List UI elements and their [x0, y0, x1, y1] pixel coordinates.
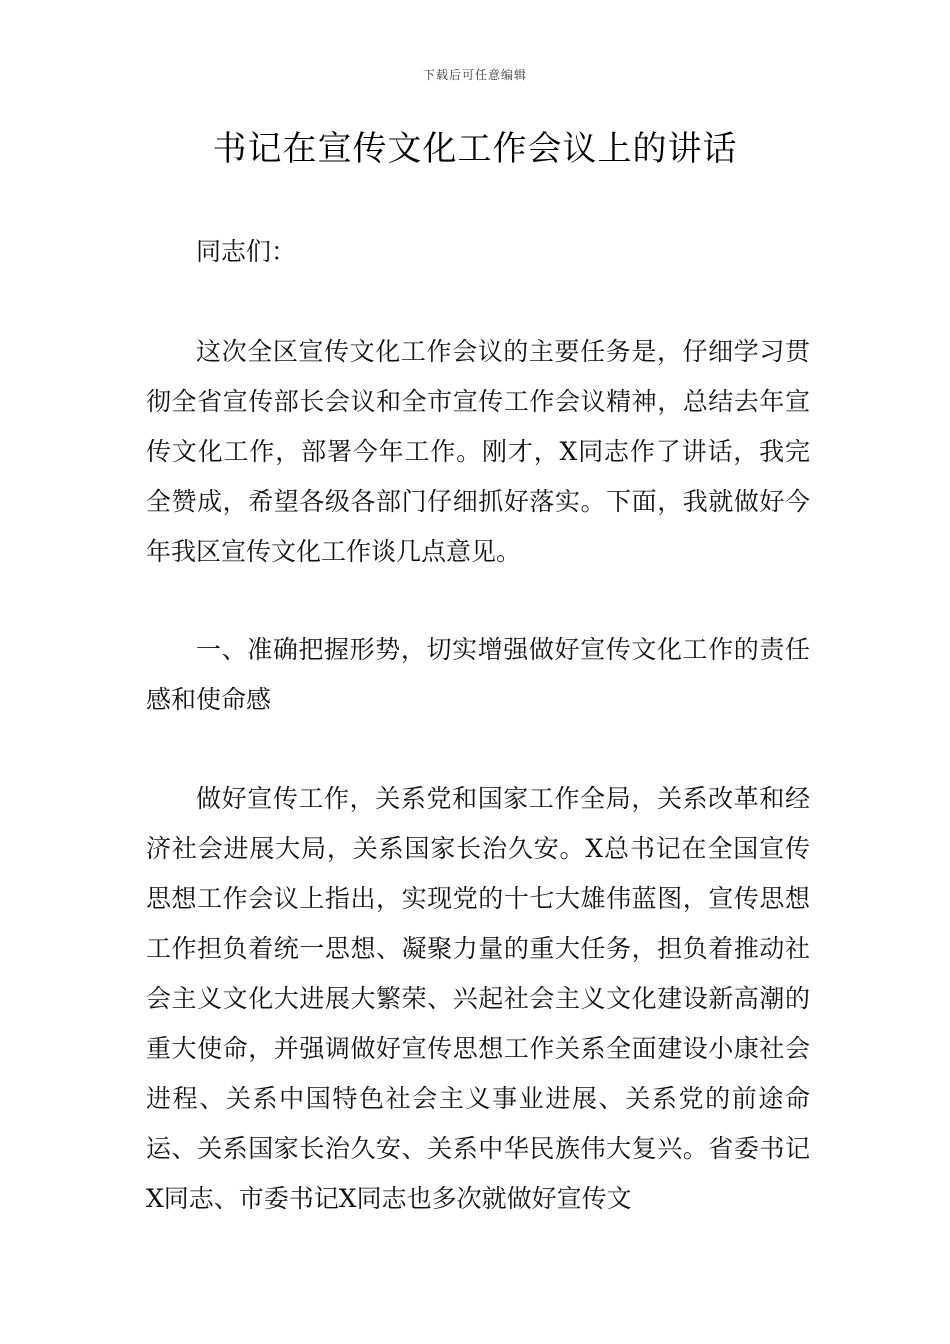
- header-note: 下载后可任意编辑: [422, 68, 527, 82]
- document-title: 书记在宣传文化工作会议上的讲话: [212, 129, 738, 169]
- greeting-paragraph: 同志们：: [196, 237, 297, 266]
- section-body-paragraph: 做好宣传工作，关系党和国家工作全局，关系改革和经济社会进展大局，关系国家长治久安。X总书记在全国宣传思想工作会议上指出，实现党的十七大雄伟蓝图，宣传思想工作担负着统一思想、凝聚力量的重大任务，担负着推动社会主义文化大进展大繁荣、兴起社会主义文化建设新高潮的重大使命，并强调做好宣传思想工作关系全面建设小康社会进程、关系中国特色社会主义事业进展、关系党的前途命运、关系国家长治久安、关系中华民族伟大复兴。省委书记X同志、市委书记X同志也多次就做好宣传文: [146, 784, 810, 1213]
- section-heading: 一、准确把握形势，切实增强做好宣传文化工作的责任感和使命感: [146, 635, 810, 714]
- intro-paragraph: 这次全区宣传文化工作会议的主要任务是，仔细学习贯彻全省宣传部长会议和全市宣传工作会议精神，总结去年宣传文化工作，部署今年工作。刚才，X同志作了讲话，我完全赞成，希望各级各部门仔细抓好落实。下面，我就做好今年我区宣传文化工作谈几点意见。: [146, 337, 810, 566]
